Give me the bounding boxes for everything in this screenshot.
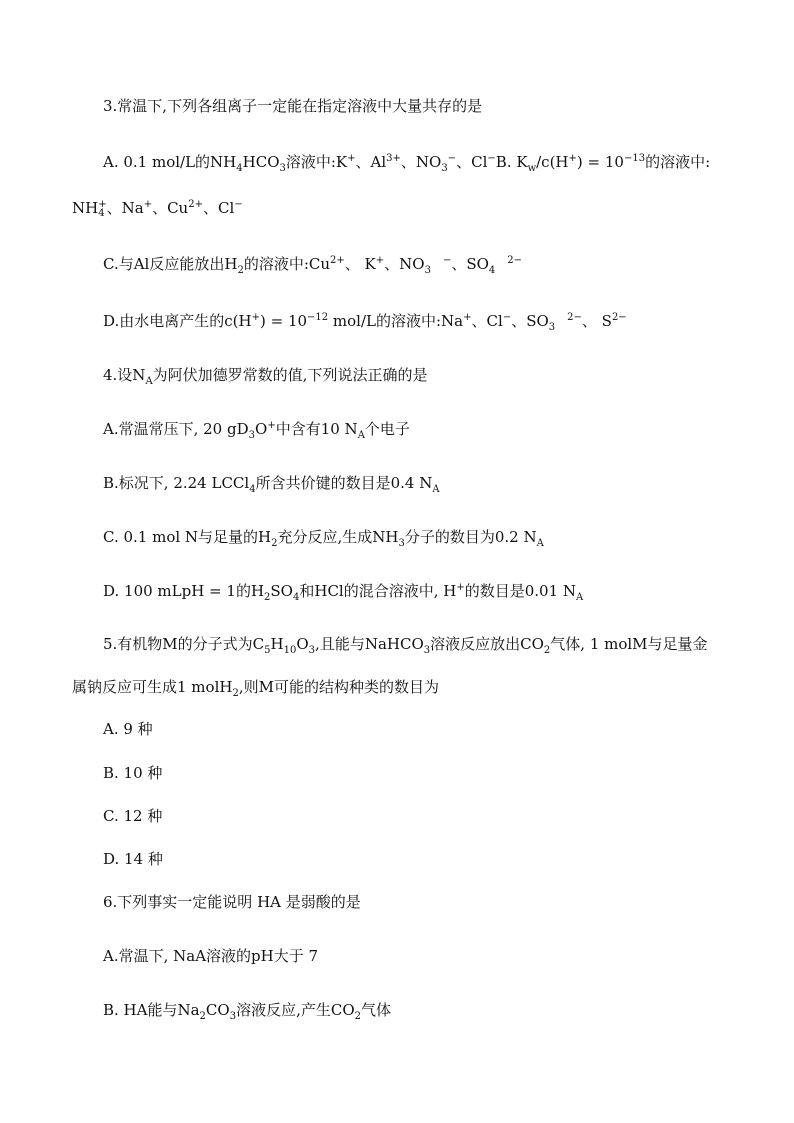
question-5-option-c: C. 12 种 [103, 807, 163, 825]
question-5-option-a: A. 9 种 [103, 720, 153, 738]
question-3-options-a-b: A. 0.1 mol/L的$NH_4HCO_3$溶液中:K+、$Al^{3+}$、$NO_3^-$、Cl−B. $K_w/c(H^+) = 10^{-13}$的溶液中: [103, 153, 711, 174]
question-4-option-a: A.常温常压下, 20 $gD_3O^+$中含有10 $N_A$个电子 [103, 420, 410, 441]
question-4-option-d: D. 100 mLpH = 1的$H_2SO_4$和HCl的混合溶液中, H+的数目是0.01 $N_A$ [103, 582, 584, 603]
question-5-option-b: B. 10 种 [103, 764, 163, 782]
question-5-option-d: D. 14 种 [103, 850, 163, 868]
question-3-option-c: C.与Al反应能放出$H_2$的溶液中$:Cu^{2+}$、 K+、$NO_3^-$、$SO_4^{2-}$ [103, 255, 523, 276]
question-3-stem: 3.常温下,下列各组离子一定能在指定溶液中大量共存的是 [103, 97, 483, 115]
question-5-stem: 5.有机物M的分子式为$C_5H_{10}O_3$,且能与NaHCO$_3$溶液反应放出$CO_2$气体, 1 molM与足量金 [103, 635, 708, 656]
question-6-stem: 6.下列事实一定能说明 HA 是弱酸的是 [103, 893, 361, 911]
question-4-option-b: B.标况下, 2.24 LCCl$_4$所含共价键的数目是0.4 $N_A$ [103, 474, 440, 495]
question-6-option-a: A.常温下, NaA溶液的pH大于 7 [103, 947, 319, 965]
question-5-stem-continued: 属钠反应可生成1 molH$_2$,则M可能的结构种类的数目为 [72, 678, 439, 699]
question-6-option-b: B. HA能与$Na_2CO_3$溶液反应,产生$CO_2$气体 [103, 1001, 392, 1022]
question-3-option-b-continued: NH + 4 、Na+、$Cu^{2+}$、Cl− [72, 199, 243, 219]
question-4-option-c: C. 0.1 mol N与足量的$H_2$充分反应,生成$NH_3$分子的数目为0.2 $N_A$ [103, 528, 544, 549]
question-3-option-d: D.由水电离产生的$c(H^+) = 10^{-12}$ mol/L的溶液中:Na+、Cl−、$SO_3^{2-}$、 $S^{2-}$ [103, 312, 627, 333]
question-4-stem: 4.设$N_A$为阿伏加德罗常数的值,下列说法正确的是 [103, 366, 428, 387]
